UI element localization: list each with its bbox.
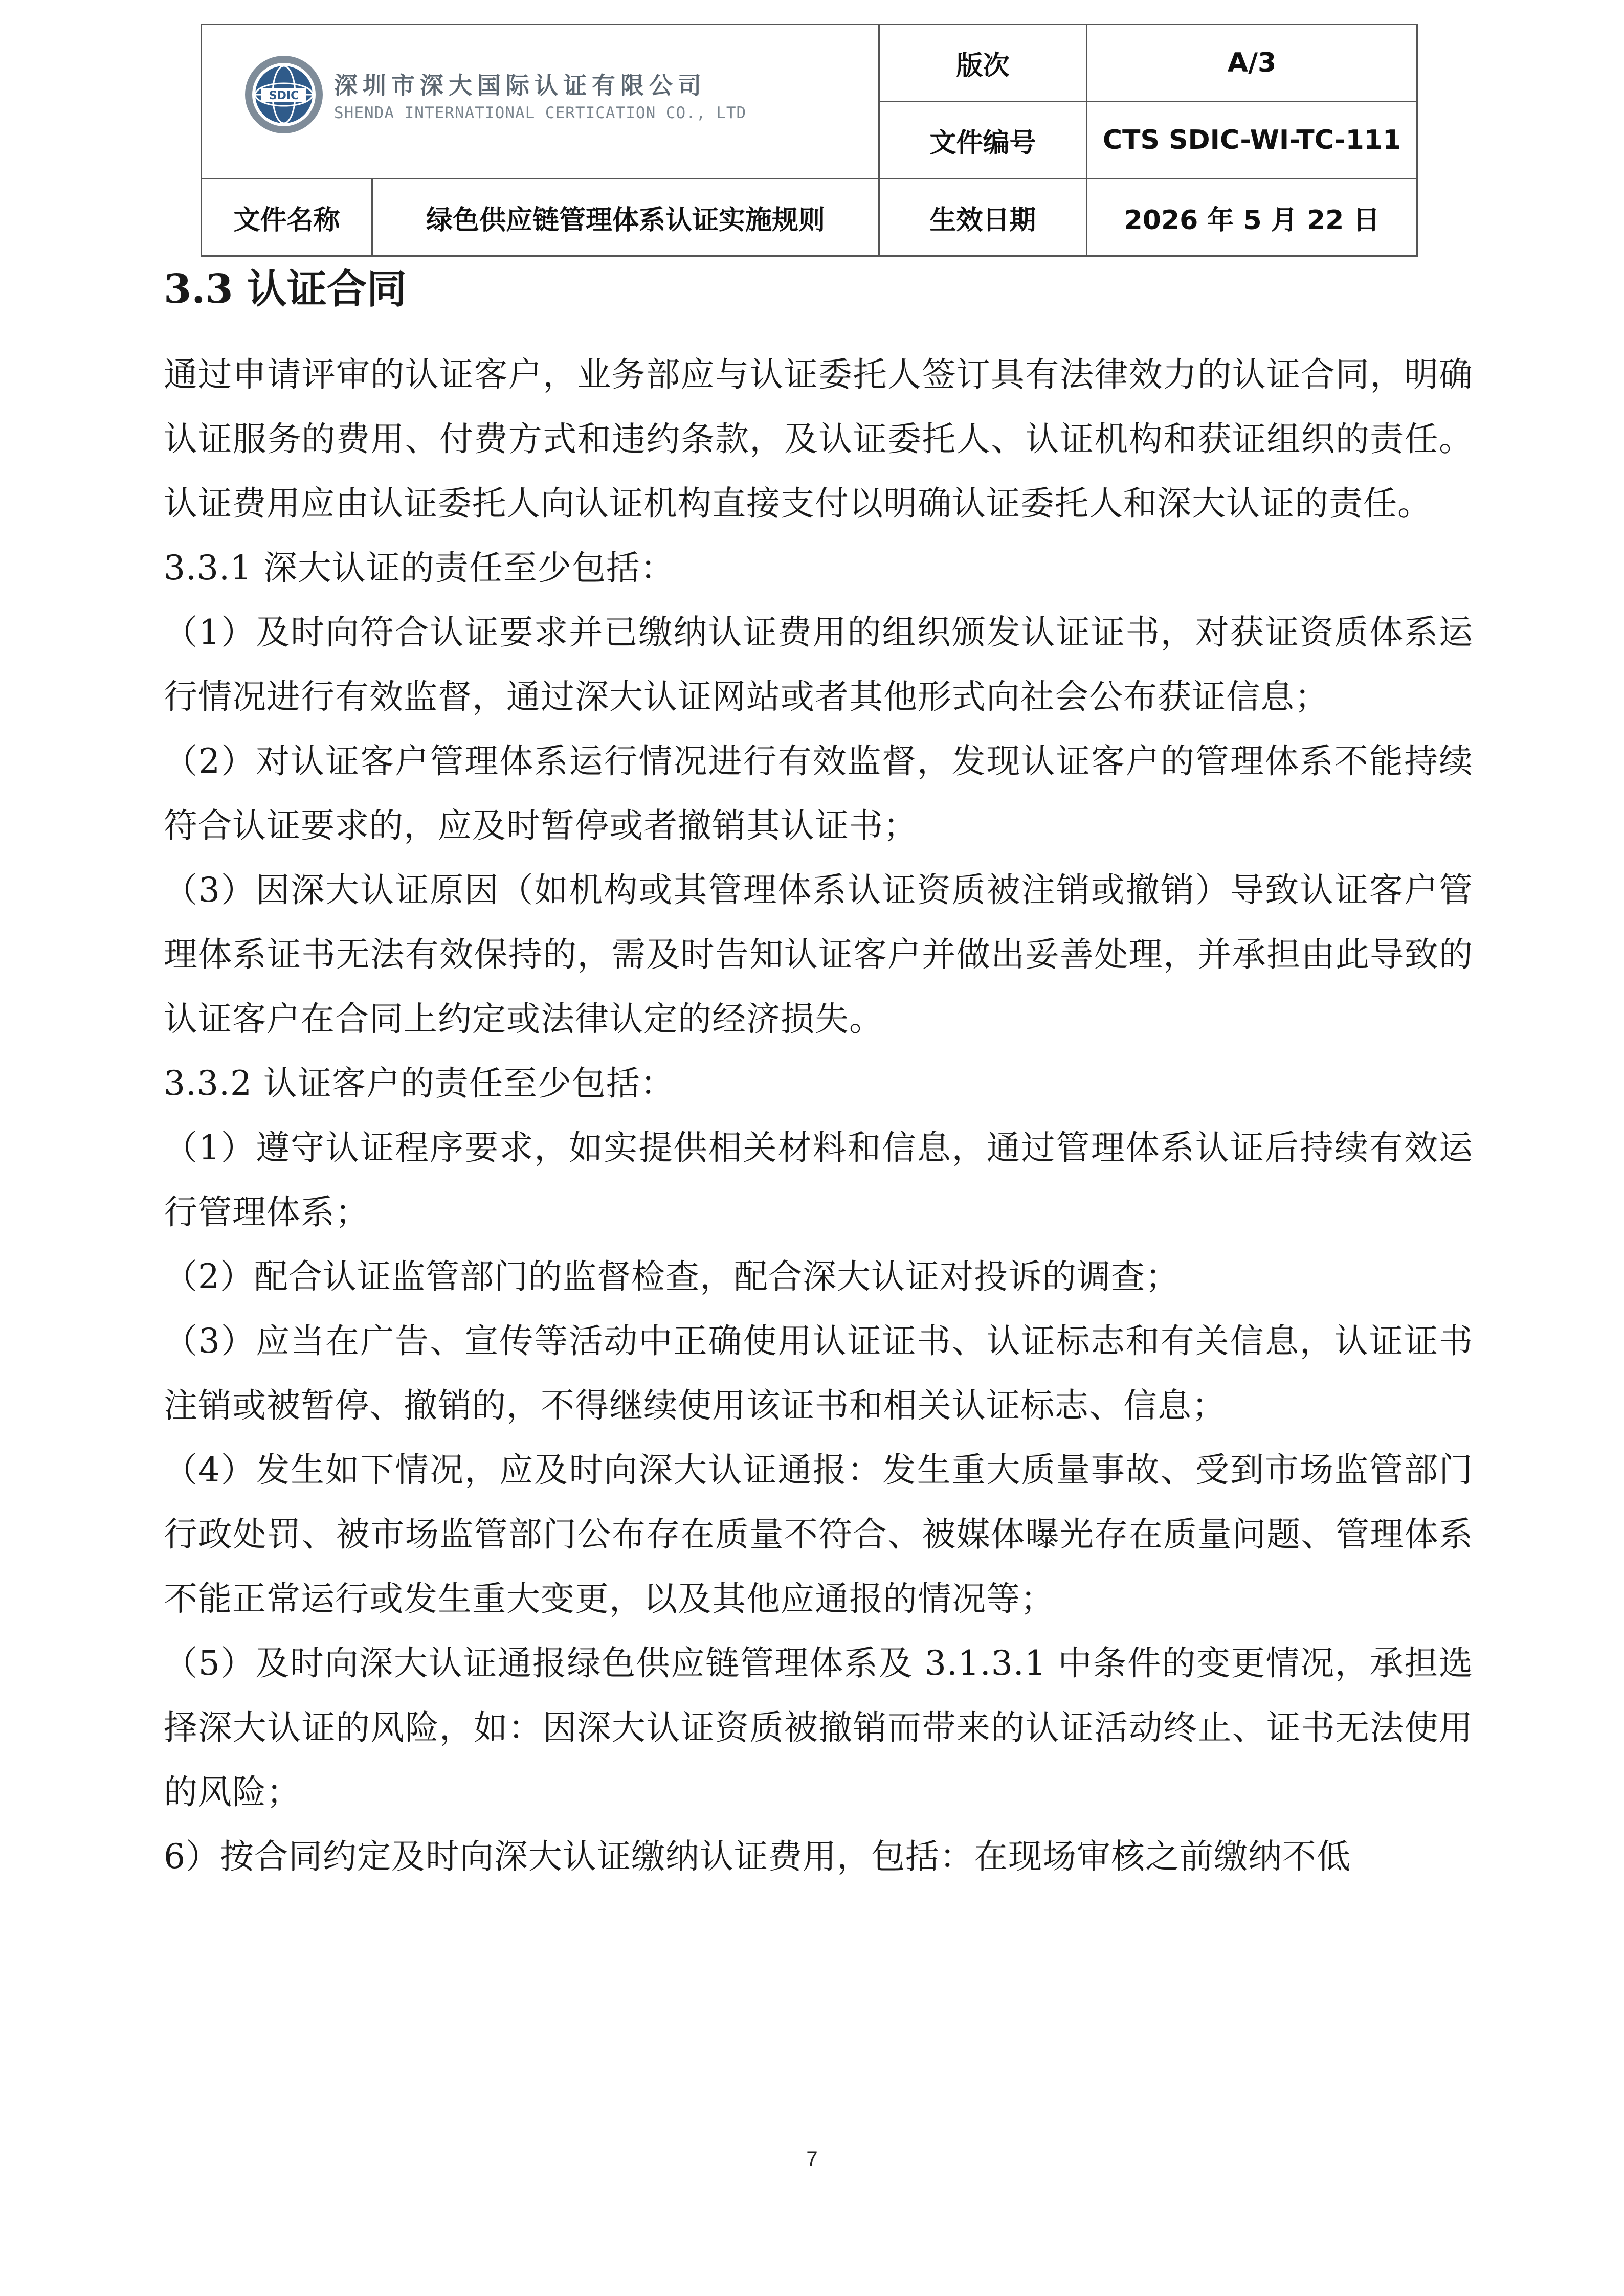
paragraph-intro: 通过申请评审的认证客户，业务部应与认证委托人签订具有法律效力的认证合同，明确认证服务的费用、付费方式和违约条款，及认证委托人、认证机构和获证组织的责任。认证费用应由认证委托人向认证机构直接支付以明确认证委托人和深大认证的责任。 bbox=[164, 355, 1473, 523]
list-item: （2）配合认证监管部门的监督检查，配合深大认证对投诉的调查； bbox=[164, 1257, 1180, 1296]
document-body bbox=[164, 254, 1473, 1889]
version-label: 版次 bbox=[879, 25, 1087, 102]
company-logo-cell bbox=[202, 25, 879, 179]
list-item: （5）及时向深大认证通报绿色供应链管理体系及 3.1.3.1 中条件的变更情况，承担选择深大认证的风险，如：因深大认证资质被撤销而带来的认证活动终止、证书无法使用的风险； bbox=[164, 1644, 1473, 1812]
subsection-heading-3-3-1: 3.3.1 深大认证的责任至少包括： bbox=[164, 548, 675, 588]
effective-date-value: 2026 年 5 月 22 日 bbox=[1087, 179, 1417, 256]
subsection-heading-3-3-2: 3.3.2 认证客户的责任至少包括： bbox=[164, 1064, 675, 1103]
sdic-seal-logo-icon bbox=[243, 54, 325, 136]
page-number: 7 bbox=[806, 2148, 818, 2170]
list-item: 6）按合同约定及时向深大认证缴纳认证费用，包括：在现场审核之前缴纳不低 bbox=[164, 1837, 1351, 1876]
list-item: （4）发生如下情况，应及时向深大认证通报：发生重大质量事故、受到市场监管部门行政处罚、被市场监管部门公布存在质量不符合、被媒体曝光存在质量问题、管理体系不能正常运行或发生重大变更，以及其他应通报的情况等； bbox=[164, 1450, 1473, 1618]
list-item: （1）及时向符合认证要求并已缴纳认证费用的组织颁发认证证书，对获证资质体系运行情况进行有效监督，通过深大认证网站或者其他形式向社会公布获证信息； bbox=[164, 613, 1473, 716]
company-name-en: SHENDA INTERNATIONAL CERTICATION CO., LTD bbox=[334, 104, 747, 122]
svg-text:SDIC: SDIC bbox=[269, 89, 299, 102]
document-number-label: 文件编号 bbox=[879, 102, 1087, 179]
company-name-cn: 深圳市深大国际认证有限公司 bbox=[334, 72, 706, 99]
list-item: （3）应当在广告、宣传等活动中正确使用认证证书、认证标志和有关信息，认证证书注销或被暂停、撤销的，不得继续使用该证书和相关认证标志、信息； bbox=[164, 1321, 1473, 1425]
document-number-value: CTS SDIC-WI-TC-111 bbox=[1087, 102, 1417, 179]
section-heading: 3.3 认证合同 bbox=[164, 266, 407, 312]
list-item: （2）对认证客户管理体系运行情况进行有效监督，发现认证客户的管理体系不能持续符合认证要求的，应及时暂停或者撤销其认证书； bbox=[164, 741, 1473, 845]
effective-date-label: 生效日期 bbox=[879, 179, 1087, 256]
list-item: （3）因深大认证原因（如机构或其管理体系认证资质被注销或撤销）导致认证客户管理体系证书无法有效保持的，需及时告知认证客户并做出妥善处理，并承担由此导致的认证客户在合同上约定或法律认定的经济损失。 bbox=[164, 870, 1473, 1039]
document-header-table bbox=[201, 24, 1418, 257]
company-logo-block bbox=[243, 54, 746, 136]
list-item: （1）遵守认证程序要求，如实提供相关材料和信息，通过管理体系认证后持续有效运行管理体系； bbox=[164, 1128, 1473, 1232]
document-name-value: 绿色供应链管理体系认证实施规则 bbox=[372, 179, 879, 256]
version-value: A/3 bbox=[1087, 25, 1417, 102]
document-name-label: 文件名称 bbox=[202, 179, 372, 256]
